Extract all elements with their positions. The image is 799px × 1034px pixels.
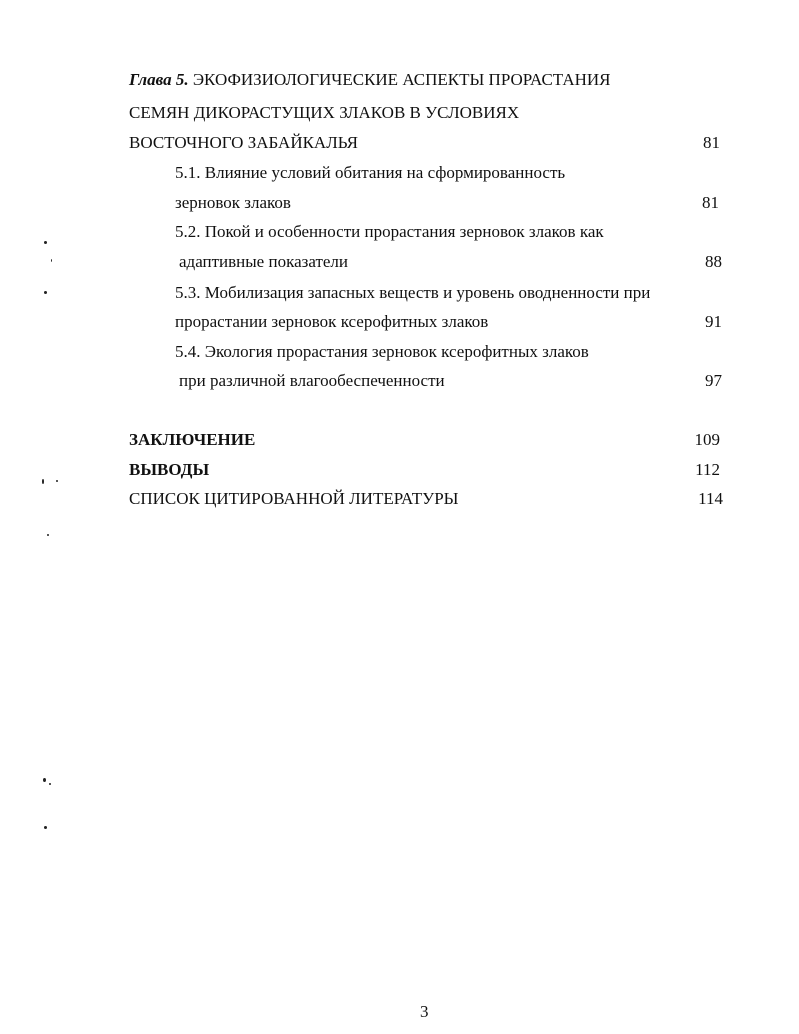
section-5-2-line-2: адаптивные показатели [179,252,349,271]
findings-page: 112 [695,460,720,479]
scan-speck [47,534,49,536]
section-5-4-page: 97 [705,371,722,390]
section-5-3-line-1: 5.3. Мобилизация запасных веществ и уровень оводненности при [175,283,651,302]
references-page: 114 [698,489,723,508]
scan-speck [56,480,58,482]
references-label: СПИСОК ЦИТИРОВАННОЙ ЛИТЕРАТУРЫ [129,489,459,508]
section-5-1-page: 81 [702,193,719,212]
chapter-page-number: 81 [703,133,720,152]
scan-speck [51,259,52,262]
chapter-title-line-1 [129,70,611,90]
chapter-prefix: Глава 5. [129,70,189,89]
section-5-3-page: 91 [705,312,722,331]
chapter-title-line-2: СЕМЯН ДИКОРАСТУЩИХ ЗЛАКОВ В УСЛОВИЯХ [129,103,520,122]
scan-speck [42,479,44,484]
section-5-2-line-1: 5.2. Покой и особенности прорастания зерновок злаков как [175,222,604,241]
section-5-1-line-2: зерновок злаков [175,193,291,212]
findings-label: ВЫВОДЫ [129,460,210,479]
section-5-4-line-2: при различной влагообеспеченности [179,371,445,390]
scan-speck [44,826,47,829]
scan-speck [44,291,47,294]
scan-speck [44,241,47,244]
scan-speck [43,778,46,782]
conclusion-page: 109 [694,430,720,449]
page-number: 3 [420,1002,429,1021]
conclusion-label: ЗАКЛЮЧЕНИЕ [129,430,256,449]
section-5-2-page: 88 [705,252,722,271]
section-5-3-line-2: прорастании зерновок ксерофитных злаков [175,312,489,331]
chapter-title-text-1: ЭКОФИЗИОЛОГИЧЕСКИЕ АСПЕКТЫ ПРОРАСТАНИЯ [192,70,611,89]
chapter-title-line-3: ВОСТОЧНОГО ЗАБАЙКАЛЬЯ [129,133,358,152]
section-5-4-line-1: 5.4. Экология прорастания зерновок ксерофитных злаков [175,342,589,361]
section-5-1-line-1: 5.1. Влияние условий обитания на сформированность [175,163,566,182]
scan-speck [49,783,51,785]
